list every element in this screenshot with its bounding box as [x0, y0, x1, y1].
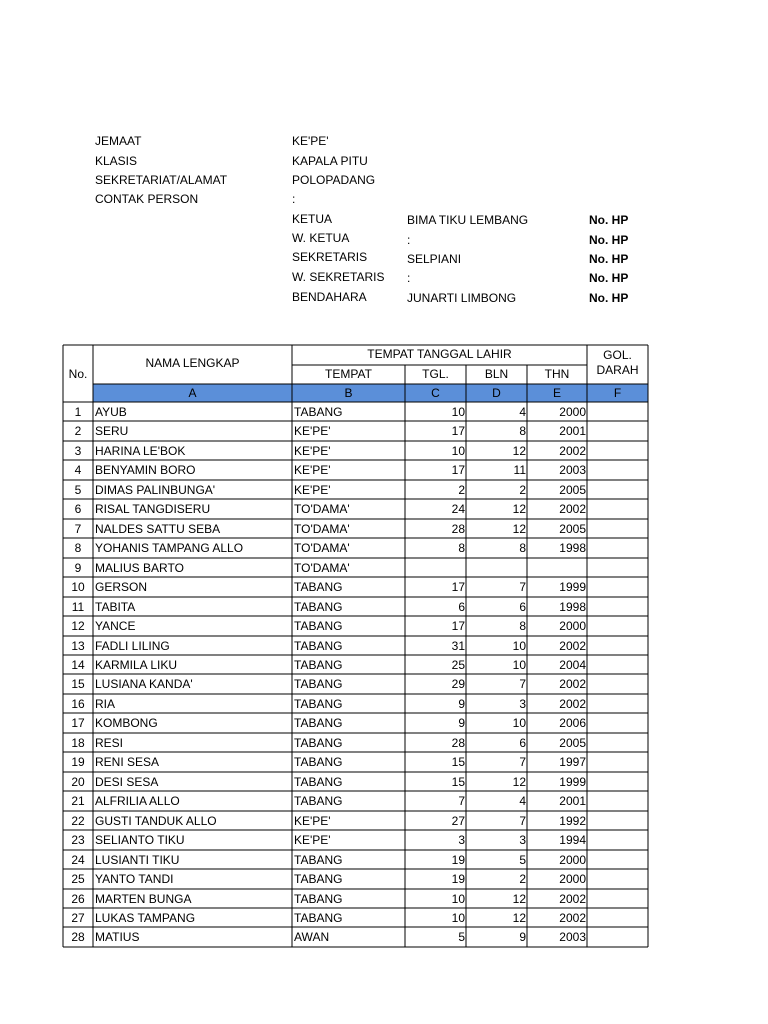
cell-thn: 2000 [559, 619, 586, 633]
cell-nama: YANTO TANDI [95, 872, 174, 886]
cell-no: 28 [71, 930, 85, 944]
cell-gol [587, 695, 648, 714]
header-no: No. [68, 367, 88, 381]
cell-no: 5 [74, 483, 82, 497]
cell-gol [587, 773, 648, 792]
cell-no: 7 [74, 522, 82, 536]
cell-tempat: KE'PE' [294, 424, 331, 438]
cell-thn: 2005 [559, 736, 586, 750]
cell-tempat: TABANG [294, 872, 343, 886]
cell-gol [587, 422, 648, 441]
contact-name-w-ketua: : [407, 233, 411, 247]
klasis-value: KAPALA PITU [292, 154, 368, 168]
cell-nama: MALIUS BARTO [95, 561, 184, 575]
cell-gol [587, 870, 648, 889]
cell-no: 22 [71, 814, 85, 828]
cell-thn [527, 559, 586, 578]
cell-tempat: TABANG [294, 619, 343, 633]
cell-tempat: TABANG [294, 775, 343, 789]
column-letter-f: F [613, 386, 622, 400]
column-letter-d: D [492, 386, 501, 400]
cell-no: 16 [71, 697, 85, 711]
cell-tgl: 28 [451, 736, 465, 750]
cell-nama: RIA [95, 697, 116, 711]
cell-tgl: 2 [458, 483, 465, 497]
cell-no: 4 [74, 463, 82, 477]
cell-tempat: TO'DAMA' [294, 522, 350, 536]
cell-bln: 7 [519, 814, 526, 828]
cell-thn: 2003 [559, 930, 586, 944]
cell-thn: 1998 [559, 541, 586, 555]
cell-bln: 3 [519, 833, 526, 847]
cell-gol [587, 617, 648, 636]
cell-no: 6 [74, 502, 82, 516]
cell-nama: BENYAMIN BORO [95, 463, 196, 477]
cell-tgl: 6 [458, 600, 465, 614]
cell-thn: 2002 [559, 502, 586, 516]
cell-no: 3 [74, 444, 82, 458]
cell-tgl: 24 [451, 502, 465, 516]
cell-bln: 5 [519, 853, 526, 867]
cell-no: 25 [71, 872, 85, 886]
cell-bln: 12 [512, 522, 526, 536]
cell-bln: 9 [519, 930, 526, 944]
cell-gol [587, 890, 648, 909]
cell-tempat: TABANG [294, 697, 343, 711]
contact-role-bendahara: BENDAHARA [292, 290, 367, 304]
contact-phone-sekretaris: No. HP [589, 252, 629, 266]
contact-name-sekretaris: SELPIANI [407, 252, 462, 266]
cell-thn: 2002 [559, 892, 586, 906]
cell-tgl: 27 [451, 814, 465, 828]
cell-bln: 7 [519, 755, 526, 769]
cell-tgl: 15 [451, 775, 465, 789]
cell-tgl [405, 559, 465, 578]
cell-tempat: TABANG [294, 677, 343, 691]
cell-thn: 2002 [559, 639, 586, 653]
cell-nama: RENI SESA [95, 755, 160, 769]
cell-nama: AYUB [95, 405, 127, 419]
cell-no: 15 [71, 677, 85, 691]
cell-tgl: 28 [451, 522, 465, 536]
cell-tgl: 17 [451, 619, 465, 633]
header-bln: BLN [484, 367, 509, 381]
cell-nama: YOHANIS TAMPANG ALLO [95, 541, 244, 555]
cell-gol [587, 851, 648, 870]
header-tempat: TEMPAT [325, 367, 372, 381]
cell-tgl: 10 [451, 444, 465, 458]
cell-bln: 8 [519, 424, 526, 438]
cell-bln: 12 [512, 892, 526, 906]
cell-gol [587, 714, 648, 733]
cell-tempat: KE'PE' [294, 833, 331, 847]
cell-thn: 2001 [559, 794, 586, 808]
cell-tgl: 10 [451, 405, 465, 419]
cell-tempat: TO'DAMA' [294, 502, 350, 516]
cell-tempat: KE'PE' [294, 483, 331, 497]
cell-bln: 11 [513, 463, 526, 477]
cell-gol [587, 792, 648, 811]
cell-no: 24 [71, 853, 85, 867]
cell-bln: 8 [519, 619, 526, 633]
cell-bln: 12 [512, 775, 526, 789]
cell-nama: LUKAS TAMPANG [95, 911, 196, 925]
cell-nama: MARTEN BUNGA [95, 892, 192, 906]
cell-gol [587, 500, 648, 519]
cell-tgl: 19 [451, 853, 465, 867]
cell-tempat: KE'PE' [294, 814, 331, 828]
cell-nama: KARMILA LIKU [95, 658, 178, 672]
cell-gol [587, 637, 648, 656]
cell-gol [587, 734, 648, 753]
cell-nama: YANCE [95, 619, 136, 633]
cell-bln: 10 [512, 658, 526, 672]
cell-tempat: TO'DAMA' [294, 561, 350, 575]
contact-name-bendahara: JUNARTI LIMBONG [407, 291, 517, 305]
cell-thn: 1998 [559, 600, 586, 614]
column-letter-e: E [552, 386, 561, 400]
cell-thn: 2004 [559, 658, 586, 672]
cell-no: 9 [74, 561, 82, 575]
cell-gol [587, 442, 648, 461]
cell-no: 20 [71, 775, 85, 789]
cell-bln: 3 [519, 697, 526, 711]
cell-tempat: TABANG [294, 794, 343, 808]
cell-gol [587, 656, 648, 675]
cell-thn: 1992 [559, 814, 586, 828]
sekretariat-value: POLOPADANG [292, 173, 376, 187]
cell-thn: 2006 [559, 716, 586, 730]
cell-tempat: AWAN [294, 930, 330, 944]
cell-nama: RISAL TANGDISERU [95, 502, 211, 516]
cell-thn: 1999 [559, 775, 586, 789]
cell-bln: 2 [519, 872, 526, 886]
cell-no: 2 [74, 424, 82, 438]
jemaat-label: JEMAAT [95, 134, 142, 148]
cell-thn: 2002 [559, 444, 586, 458]
cell-tgl: 10 [451, 911, 465, 925]
cell-tempat: TABANG [294, 658, 343, 672]
cell-tgl: 29 [451, 677, 465, 691]
cell-no: 1 [74, 405, 82, 419]
cell-bln: 4 [519, 405, 526, 419]
contact-name-ketua: BIMA TIKU LEMBANG [407, 213, 529, 227]
column-letter-c: C [431, 386, 440, 400]
contact-role-w-sekretaris: W. SEKRETARIS [292, 270, 385, 284]
cell-no: 8 [74, 541, 82, 555]
cell-tempat: TABANG [294, 736, 343, 750]
cell-tgl: 9 [458, 716, 465, 730]
contact-person-label: CONTAK PERSON [95, 192, 199, 206]
klasis-label: KLASIS [95, 154, 138, 168]
cell-gol [587, 928, 648, 947]
cell-thn: 2002 [559, 697, 586, 711]
cell-nama: FADLI LILING [95, 639, 170, 653]
cell-no: 11 [71, 600, 85, 614]
cell-nama: DIMAS PALINBUNGA' [95, 483, 216, 497]
cell-thn: 2000 [559, 405, 586, 419]
cell-tgl: 10 [451, 892, 465, 906]
cell-no: 27 [71, 911, 85, 925]
cell-thn: 1994 [559, 833, 586, 847]
cell-thn: 2005 [559, 522, 586, 536]
header-tempat-tanggal-lahir: TEMPAT TANGGAL LAHIR [367, 347, 512, 361]
cell-thn: 2005 [559, 483, 586, 497]
header-tgl: TGL. [422, 367, 449, 381]
contact-role-ketua: KETUA [292, 212, 333, 226]
cell-thn: 2001 [559, 424, 586, 438]
cell-nama: GERSON [95, 580, 148, 594]
cell-no: 13 [71, 639, 85, 653]
cell-gol [587, 403, 648, 422]
cell-tgl: 17 [451, 463, 465, 477]
contact-role-sekretaris: SEKRETARIS [292, 250, 368, 264]
header-nama-lengkap: NAMA LENGKAP [145, 356, 240, 370]
cell-tgl: 17 [451, 424, 465, 438]
cell-tempat: TABANG [294, 639, 343, 653]
cell-tempat: KE'PE' [294, 444, 331, 458]
header-thn: THN [544, 367, 570, 381]
cell-nama: DESI SESA [95, 775, 159, 789]
cell-thn: 1999 [559, 580, 586, 594]
cell-tempat: TABANG [294, 600, 343, 614]
cell-tgl: 3 [458, 833, 465, 847]
contact-phone-bendahara: No. HP [589, 291, 629, 305]
cell-gol [587, 598, 648, 617]
cell-thn: 2000 [559, 853, 586, 867]
cell-tempat: TABANG [294, 716, 343, 730]
cell-no: 14 [71, 658, 85, 672]
cell-tgl: 15 [451, 755, 465, 769]
cell-bln: 12 [512, 444, 526, 458]
cell-bln: 10 [512, 716, 526, 730]
cell-gol [587, 675, 648, 694]
cell-tgl: 7 [458, 794, 465, 808]
cell-nama: NALDES SATTU SEBA [95, 522, 221, 536]
cell-tempat: KE'PE' [294, 463, 331, 477]
cell-bln: 6 [519, 600, 526, 614]
cell-thn: 2000 [559, 872, 586, 886]
contact-name-w-sekretaris: : [407, 271, 411, 285]
cell-no: 21 [71, 794, 85, 808]
cell-tempat: TABANG [294, 580, 343, 594]
cell-gol [587, 578, 648, 597]
cell-nama: SERU [95, 424, 129, 438]
cell-tempat: TABANG [294, 405, 343, 419]
contact-person-value: : [292, 192, 296, 206]
cell-nama: TABITA [95, 600, 136, 614]
cell-gol [587, 539, 648, 558]
cell-tempat: TABANG [294, 853, 343, 867]
contact-role-w-ketua: W. KETUA [292, 231, 350, 245]
cell-no: 10 [71, 580, 85, 594]
cell-tgl: 8 [458, 541, 465, 555]
cell-tempat: TABANG [294, 755, 343, 769]
cell-no: 23 [71, 833, 85, 847]
cell-tgl: 19 [451, 872, 465, 886]
cell-bln: 10 [512, 639, 526, 653]
cell-tgl: 25 [451, 658, 465, 672]
cell-no: 17 [71, 716, 85, 730]
cell-nama: KOMBONG [95, 716, 158, 730]
contact-phone-ketua: No. HP [589, 213, 629, 227]
cell-tempat: TO'DAMA' [294, 541, 350, 555]
cell-tempat: TABANG [294, 892, 343, 906]
cell-bln: 12 [512, 502, 526, 516]
cell-gol [587, 753, 648, 772]
header-gol-darah-line2: DARAH [596, 363, 639, 377]
cell-gol [587, 831, 648, 850]
header-gol-darah-line1: GOL. [603, 348, 632, 362]
cell-gol [587, 520, 648, 539]
cell-thn: 2003 [559, 463, 586, 477]
cell-bln: 8 [519, 541, 526, 555]
cell-tgl: 31 [451, 639, 465, 653]
cell-nama: GUSTI TANDUK ALLO [95, 814, 217, 828]
column-letter-a: A [188, 386, 197, 400]
cell-tempat: TABANG [294, 911, 343, 925]
column-letter-b: B [344, 386, 353, 400]
cell-no: 26 [71, 892, 85, 906]
cell-gol [587, 461, 648, 480]
cell-gol [587, 812, 648, 831]
cell-nama: LUSIANTI TIKU [95, 853, 180, 867]
jemaat-value: KE'PE' [292, 134, 329, 148]
sekretariat-label: SEKRETARIAT/ALAMAT [95, 173, 228, 187]
cell-gol [587, 481, 648, 500]
cell-bln [466, 559, 526, 578]
contact-phone-w-sekretaris: No. HP [589, 271, 629, 285]
cell-bln: 6 [519, 736, 526, 750]
cell-thn: 1997 [559, 755, 586, 769]
cell-nama: RESI [95, 736, 124, 750]
cell-gol [587, 559, 648, 578]
cell-tgl: 17 [451, 580, 465, 594]
cell-tgl: 5 [458, 930, 465, 944]
cell-bln: 2 [519, 483, 526, 497]
cell-bln: 4 [519, 794, 526, 808]
cell-bln: 12 [512, 911, 526, 925]
cell-tgl: 9 [458, 697, 465, 711]
cell-nama: ALFRILIA ALLO [95, 794, 180, 808]
cell-thn: 2002 [559, 911, 586, 925]
cell-nama: HARINA LE'BOK [95, 444, 186, 458]
cell-nama: LUSIANA KANDA' [95, 677, 193, 691]
cell-bln: 7 [519, 677, 526, 691]
cell-nama: SELIANTO TIKU [95, 833, 185, 847]
cell-no: 19 [71, 755, 85, 769]
cell-gol [587, 909, 648, 928]
contact-phone-w-ketua: No. HP [589, 233, 629, 247]
cell-thn: 2002 [559, 677, 586, 691]
cell-bln: 7 [519, 580, 526, 594]
cell-nama: MATIUS [95, 930, 140, 944]
cell-no: 18 [71, 736, 85, 750]
cell-no: 12 [71, 619, 85, 633]
